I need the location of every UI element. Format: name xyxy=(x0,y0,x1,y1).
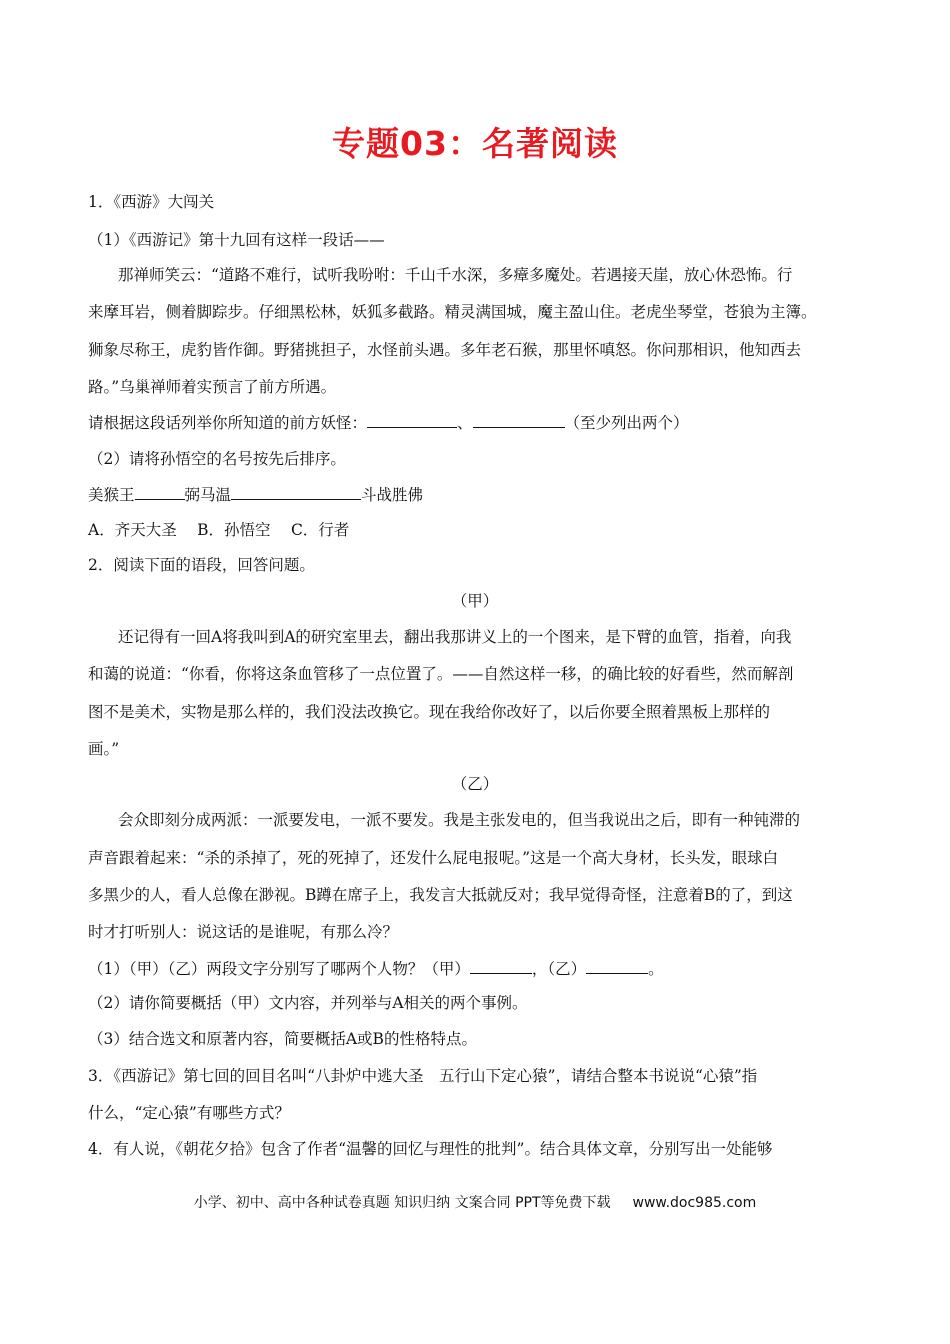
q2-yi-line-3: 多黑少的人，看人总像在渺视。B蹲在席子上，我发言大抵就反对；我早觉得奇怪，注意着B的了，到这 xyxy=(88,886,793,904)
answer-blank-yi[interactable] xyxy=(586,958,648,974)
q2-sub1-prompt: （1）（甲）（乙）两段文字分别写了哪两个人物？（甲） xyxy=(88,960,470,978)
q2-sub1-mid: ，（乙） xyxy=(531,960,587,978)
q2-jia-line-2: 和蔼的说道：“你看，你将这条血管移了一点位置了。——自然这样一移，的确比较的好看些，然而解剖 xyxy=(88,665,794,683)
q2-jia-label: （甲） xyxy=(451,592,499,610)
answer-blank-jia[interactable] xyxy=(470,958,532,974)
answer-blank-seq-1[interactable] xyxy=(135,484,185,500)
page-footer xyxy=(0,1192,950,1212)
q1-part1-heading: （1）《西游记》第十九回有这样一段话—— xyxy=(88,231,385,249)
q1-monster-prompt: 请根据这段话列举你所知道的前方妖怪： xyxy=(88,414,368,432)
q3-line-2: 什么，“定心猿”有哪些方式？ xyxy=(88,1104,290,1122)
footer-url[interactable]: www.doc985.com xyxy=(632,1195,757,1211)
q1-part2-heading: （2）请将孙悟空的名号按先后排序。 xyxy=(88,450,346,468)
q1-options: A．齐天大圣 B．孙悟空 C．行者 xyxy=(88,521,350,539)
q1-passage-line-3: 狮象尽称王，虎豹皆作御。野猪挑担子，水怪前头遇。多年老石猴，那里怀嗔怒。你问那相识，他知西去 xyxy=(88,341,802,359)
q3-line-1: 3．《西游记》第七回的回目名叫“八卦炉中逃大圣 五行山下定心猿”，请结合整本书说说“心猿”指 xyxy=(88,1067,758,1085)
q1-monster-separator: 、 xyxy=(457,414,473,432)
footer-text: 小学、初中、高中各种试卷真题 知识归纳 文案合同 PPT等免费下载 xyxy=(193,1195,611,1211)
answer-blank-monster-2[interactable] xyxy=(473,412,565,428)
q2-yi-line-2: 声音跟着起来：“杀的杀掉了，死的死掉了，还发什么屁电报呢。”这是一个高大身材，长头发，眼球白 xyxy=(88,849,779,867)
q2-jia-line-4: 画。” xyxy=(88,740,120,758)
q2-jia-line-1: 还记得有一回A将我叫到A的研究室里去，翻出我那讲义上的一个图来，是下臂的血管，指着，向我 xyxy=(118,628,792,646)
answer-blank-monster-1[interactable] xyxy=(367,412,457,428)
answer-blank-seq-2[interactable] xyxy=(231,484,361,500)
q2-heading: 2．阅读下面的语段，回答问题。 xyxy=(88,556,315,574)
q2-sub1 xyxy=(88,958,664,979)
q4-line-1: 4．有人说，《朝花夕拾》包含了作者“温馨的回忆与理性的批判”。结合具体文章，分别写出一处能够 xyxy=(88,1140,773,1158)
q2-sub1-end: 。 xyxy=(648,960,664,978)
q2-yi-line-1: 会众即刻分成两派：一派要发电，一派不要发。我是主张发电的，但当我说出之后，即有一种钝滞的 xyxy=(118,811,801,829)
seq-item-3: 斗战胜佛 xyxy=(361,486,424,504)
q2-sub2: （2）请你简要概括（甲）文内容，并列举与A相关的两个事例。 xyxy=(88,994,528,1012)
q1-passage-line-4: 路。”乌巢禅师着实预言了前方所遇。 xyxy=(88,378,337,396)
page-title: 专题03：名著阅读 xyxy=(332,124,618,163)
seq-item-1: 美猴王 xyxy=(88,486,135,504)
q1-monster-question xyxy=(88,412,689,433)
q1-passage-line-1: 那禅师笑云：“道路不难行，试听我吩咐：千山千水深，多瘴多魔处。若遇接天崖，放心休恐怖。行 xyxy=(118,266,793,284)
q2-yi-label: （乙） xyxy=(451,775,499,793)
q2-yi-line-4: 时才打听别人：说这话的是谁呢，有那么冷？ xyxy=(88,923,399,941)
q1-heading: 1．《西游》大闯关 xyxy=(88,193,215,211)
q2-sub3: （3）结合选文和原著内容，简要概括A或B的性格特点。 xyxy=(88,1030,477,1048)
q2-jia-line-3: 图不是美术，实物是那么样的，我们没法改换它。现在我给你改好了，以后你要全照着黑板上那样的 xyxy=(88,703,771,721)
seq-item-2: 弼马温 xyxy=(184,486,232,504)
q1-sequence-line xyxy=(88,484,423,505)
q1-monster-note: （至少列出两个） xyxy=(564,414,689,432)
q1-passage-line-2: 来摩耳岩，侧着脚踪步。仔细黑松林，妖狐多截路。精灵满国城，魔主盈山住。老虎坐琴堂，苍狼为主簿。 xyxy=(88,303,817,321)
